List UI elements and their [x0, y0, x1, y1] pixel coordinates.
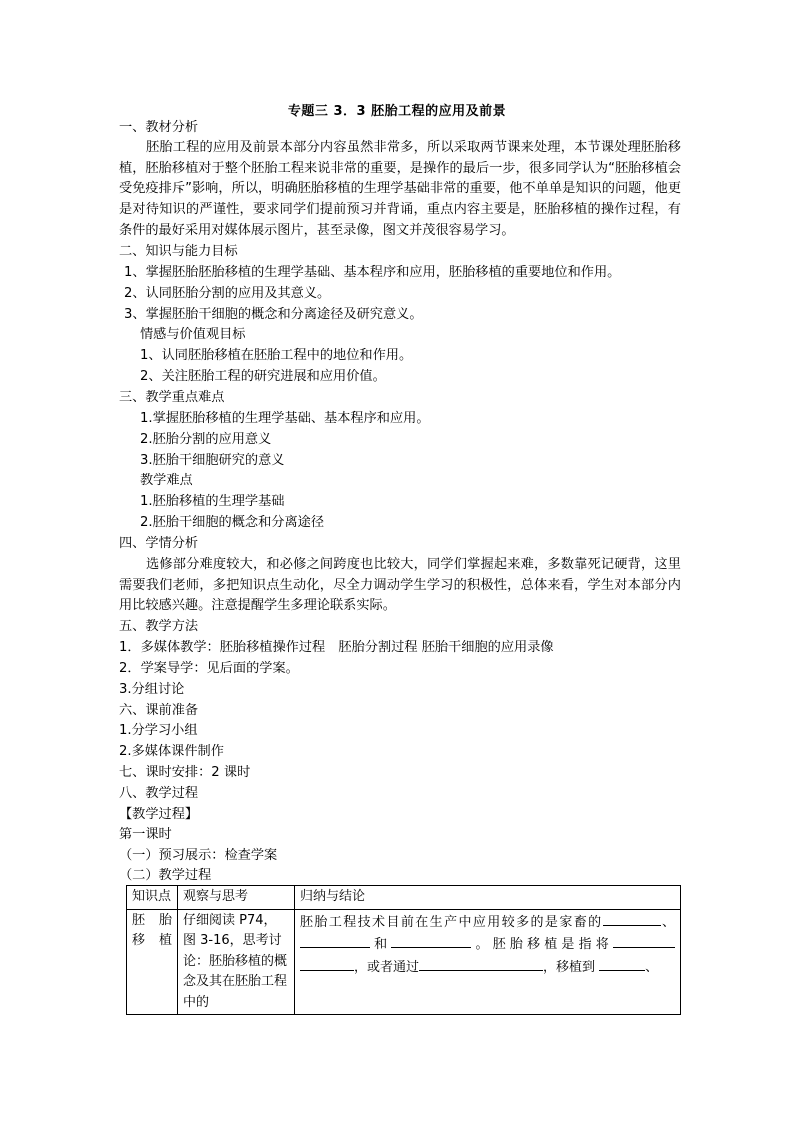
key-point-2: 2.胚胎分割的应用意义	[140, 432, 272, 447]
lesson-table	[126, 885, 681, 1015]
student-analysis-paragraph: 选修部分难度较大，和必修之间跨度也比较大，同学们掌握起来难，多数靠死记硬背，这里需要我们老师，多把知识点生动化，尽全力调动学生学习的积极性，总体来看，学生对本部分内用比较感兴趣。注意提醒学生多理论联系实际。	[119, 557, 681, 614]
fill-blank-5[interactable]	[300, 956, 354, 971]
kp-line-2: 移植	[132, 933, 172, 948]
method-3: 3.分组讨论	[119, 682, 185, 697]
process-part-2: （二）教学过程	[119, 868, 212, 883]
header-observe-think: 观察与思考	[178, 886, 295, 910]
section-heading-schedule: 七、课时安排：2 课时	[119, 765, 251, 780]
fill-blank-1[interactable]	[603, 911, 661, 926]
header-knowledge-point: 知识点	[127, 886, 178, 910]
process-bracket-heading: 【教学过程】	[119, 807, 199, 822]
section-heading-preparation: 六、课前准备	[119, 703, 199, 718]
conclusion-text-a: 胚胎工程技术目前在生产中应用较多的是家畜的	[300, 914, 603, 930]
conclusion-text-e: ，或者通过	[354, 959, 420, 975]
row-conclusion	[295, 909, 681, 1015]
row-observe-think: 仔细阅读 P74，图 3-16，思考讨论：胚胎移植的概念及其在胚胎工程中的	[178, 909, 295, 1015]
section-heading-knowledge-goals: 二、知识与能力目标	[119, 244, 238, 259]
knowledge-goal-1: 1、掌握胚胎胚胎移植的生理学基础、基本程序和应用，胚胎移植的重要地位和作用。	[124, 265, 621, 280]
fill-blank-6[interactable]	[419, 956, 543, 971]
section-heading-key-points: 三、教学重点难点	[119, 390, 225, 405]
difficulty-2: 2.胚胎干细胞的概念和分离途径	[140, 515, 325, 530]
table-header-row	[127, 886, 681, 910]
preparation-1: 1.分学习小组	[119, 723, 198, 738]
table-row	[127, 909, 681, 1015]
section-heading-student-analysis: 四、学情分析	[119, 536, 199, 551]
conclusion-text-g: 、	[645, 959, 659, 975]
knowledge-goal-2: 2、认同胚胎分割的应用及其意义。	[124, 286, 331, 301]
method-2: 2．学案导学：见后面的学案。	[119, 661, 299, 676]
emotion-goal-2: 2、关注胚胎工程的研究进展和应用价值。	[140, 369, 386, 384]
section-heading-material-analysis: 一、教材分析	[119, 120, 199, 135]
method-1: 1．多媒体教学：胚胎移植操作过程 胚胎分割过程 胚胎干细胞的应用录像	[119, 640, 554, 655]
knowledge-goal-3: 3、掌握胚胎干细胞的概念和分离途径及研究意义。	[124, 307, 423, 322]
material-analysis-paragraph: 胚胎工程的应用及前景本部分内容虽然非常多，所以采取两节课来处理，本节课处理胚胎移植，胚胎移植对于整个胚胎工程来说非常的重要，是操作的最后一步，很多同学认为“胚胎移植会受免疫排斥”影响，所以，明确胚胎移植的生理学基础非常的重要，他不单单是知识的问题，他更是对待知识的严谨性，要求同学们提前预习并背诵，重点内容主要是，胚胎移植的操作过程，有条件的最好采用对媒体展示图片，甚至录像，图文并茂很容易学习。	[119, 140, 682, 238]
section-heading-methods: 五、教学方法	[119, 619, 199, 634]
key-point-1: 1.掌握胚胎移植的生理学基础、基本程序和应用。	[140, 411, 430, 426]
fill-blank-2[interactable]	[300, 933, 370, 948]
conclusion-text-b: 、	[660, 914, 675, 930]
difficulty-1: 1.胚胎移植的生理学基础	[140, 494, 285, 509]
difficulty-heading: 教学难点	[140, 473, 193, 488]
process-part-1: （一）预习展示：检查学案	[119, 848, 278, 863]
emotion-goals-heading: 情感与价值观目标	[140, 327, 246, 342]
document-title: 专题三 3．3 胚胎工程的应用及前景	[287, 104, 507, 119]
section-heading-process: 八、教学过程	[119, 786, 199, 801]
conclusion-text-d: 。胚胎移植是指将	[471, 937, 613, 952]
kp-line-1: 胚胎	[132, 912, 172, 928]
fill-blank-4[interactable]	[613, 933, 675, 948]
fill-blank-7[interactable]	[599, 956, 645, 971]
conclusion-text-c: 和	[370, 937, 392, 952]
preparation-2: 2.多媒体课件制作	[119, 744, 224, 759]
lesson-label: 第一课时	[119, 827, 172, 842]
header-conclusion: 归纳与结论	[295, 886, 681, 910]
emotion-goal-1: 1、认同胚胎移植在胚胎工程中的地位和作用。	[140, 348, 413, 363]
fill-blank-3[interactable]	[391, 933, 471, 948]
row-knowledge-point	[127, 909, 178, 1015]
key-point-3: 3.胚胎干细胞研究的意义	[140, 453, 285, 468]
conclusion-text-f: ，移植到	[543, 959, 596, 975]
